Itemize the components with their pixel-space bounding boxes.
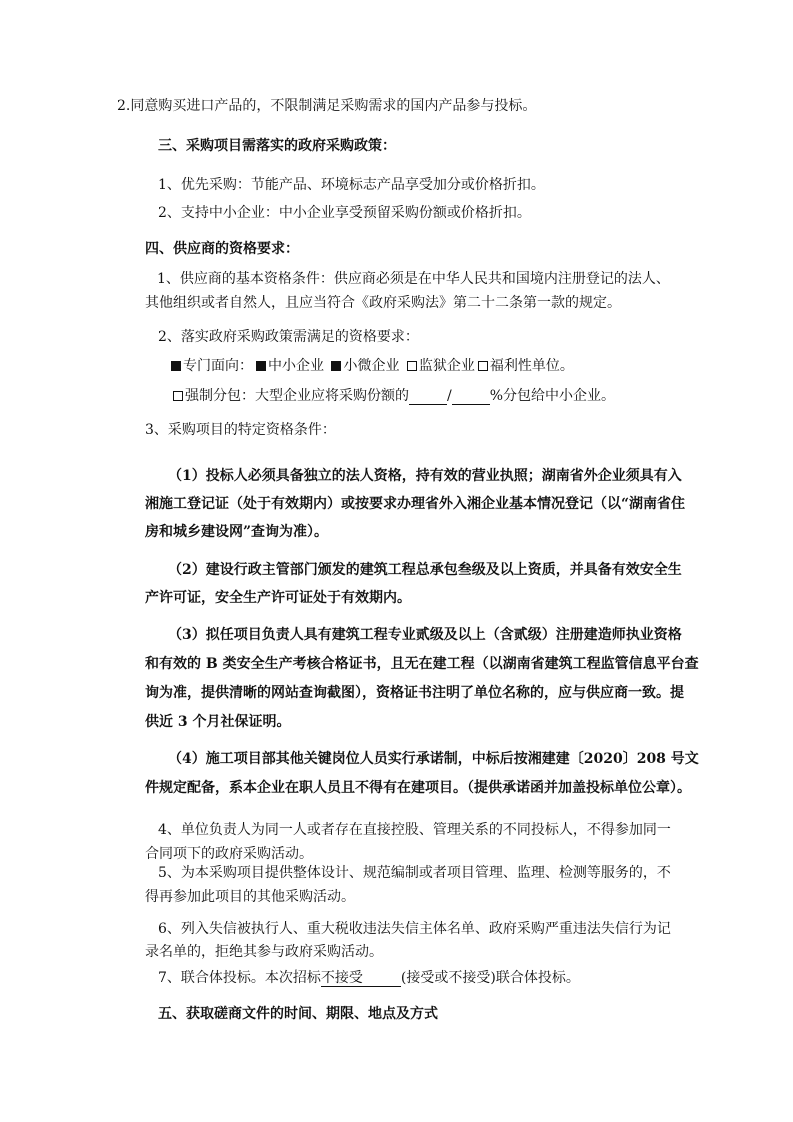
consortium-line: [158, 968, 580, 988]
consortium-suffix: (接受或不接受)联合体投标。: [400, 970, 580, 986]
condition-3-line2: 和有效的 B 类安全生产考核合格证书，且无在建工程（以湖南省建筑工程监管信息平台查: [145, 656, 699, 672]
checkbox-prison[interactable]: [407, 361, 417, 371]
option-welfare: 福利性单位。: [489, 358, 574, 374]
qualification-4-line2: 合同项下的政府采购活动。: [145, 846, 313, 862]
subcontract-blank-1[interactable]: [409, 388, 447, 405]
subcontract-blank-2[interactable]: [452, 388, 490, 405]
qualification-6-line2: 录名单的，拒绝其参与政府采购活动。: [145, 944, 383, 960]
subcontract-label: 强制分包：大型企业应将采购份额的: [185, 388, 409, 404]
qualification-basic-line1: 1、供应商的基本资格条件：供应商必须是在中华人民共和国境内注册登记的法人、: [157, 271, 670, 287]
option-micro: 小微企业: [343, 358, 400, 374]
policy-priority-purchase: 1、优先采购：节能产品、环境标志产品享受加分或价格折扣。: [158, 177, 545, 193]
qualification-basic-line2: 其他组织或者自然人，且应当符合《政府采购法》第二十二条第一款的规定。: [145, 295, 621, 311]
condition-2-line1: （2）建设行政主管部门颁发的建筑工程总承包叁级及以上资质，并具备有效安全生: [168, 562, 682, 578]
condition-3-line3: 询为准，提供清晰的网站查询截图），资格证书注明了单位名称的，应与供应商一致。提: [145, 685, 684, 701]
consortium-prefix: 7、联合体投标。本次招标: [158, 970, 321, 986]
condition-1-line2: 湘施工登记证（处于有效期内）或按要求办理省外入湘企业基本情况登记（以“湖南省住: [145, 496, 686, 512]
policy-sme-support: 2、支持中小企业：中小企业享受预留采购份额或价格折扣。: [158, 205, 531, 221]
option-sme: 中小企业: [268, 358, 324, 374]
section-heading-documents: 五、获取磋商文件的时间、期限、地点及方式: [158, 1006, 438, 1022]
option-prison: 监狱企业: [418, 358, 475, 374]
condition-2-line2: 产许可证，安全生产许可证处于有效期内。: [145, 590, 411, 606]
line-import-products: 2.同意购买进口产品的，不限制满足采购需求的国内产品参与投标。: [117, 98, 537, 114]
qualification-specific-heading: 3、采购项目的特定资格条件：: [145, 422, 336, 438]
checkbox-welfare[interactable]: [478, 361, 488, 371]
qualification-6-line1: 6、列入失信被执行人、重大税收违法失信主体名单、政府采购严重违法失信行为记: [158, 921, 671, 937]
condition-4-line2: 件规定配备，系本企业在职人员且不得有在建项目。（提供承诺函并加盖投标单位公章）。: [145, 780, 691, 796]
subcontract-row: [170, 386, 615, 406]
targeted-label: 专门面向：: [183, 358, 253, 374]
qualification-5-line2: 得再参加此项目的其他采购活动。: [145, 889, 355, 905]
qualification-policy-requirements: 2、落实政府采购政策需满足的资格要求：: [158, 329, 419, 345]
qualification-4-line1: 4、单位负责人为同一人或者存在直接控股、管理关系的不同投标人，不得参加同一: [158, 822, 671, 838]
checkbox-sme[interactable]: [256, 361, 266, 371]
checkbox-subcontract[interactable]: [173, 391, 183, 401]
section-heading-qualifications: 四、供应商的资格要求：: [145, 241, 299, 257]
condition-3-line4: 供近 3 个月社保证明。: [145, 714, 291, 730]
subcontract-slash: /: [447, 388, 452, 404]
qualification-5-line1: 5、为本采购项目提供整体设计、规范编制或者项目管理、监理、检测等服务的，不: [158, 865, 671, 881]
targeted-options-row: [168, 356, 574, 376]
condition-1-line1: （1）投标人必须具备独立的法人资格，持有效的营业执照；湖南省外企业须具有入: [168, 468, 682, 484]
checkbox-micro[interactable]: [331, 361, 341, 371]
condition-3-line1: （3）拟任项目负责人具有建筑工程专业贰级及以上（含贰级）注册建造师执业资格: [168, 627, 682, 643]
condition-4-line1: （4）施工项目部其他关键岗位人员实行承诺制，中标后按湘建建〔2020〕208 号文: [168, 751, 699, 767]
condition-1-line3: 房和城乡建设网”查询为准）。: [145, 524, 329, 540]
consortium-value[interactable]: 不接受: [321, 970, 401, 987]
subcontract-suffix: %分包给中小企业。: [489, 388, 616, 404]
section-heading-policies: 三、采购项目需落实的政府采购政策：: [158, 138, 396, 154]
checkbox-targeted[interactable]: [171, 361, 181, 371]
